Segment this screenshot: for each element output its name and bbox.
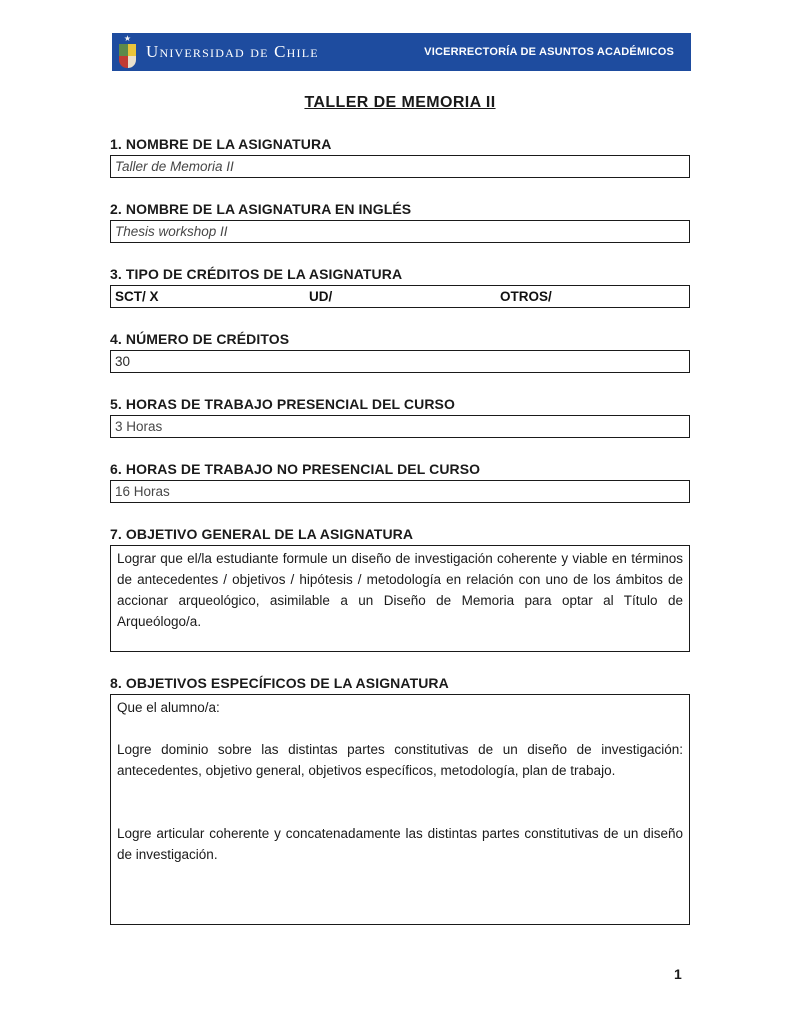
university-name: Universidad de Chile xyxy=(146,42,319,61)
objetivo-especifico-1: Logre dominio sobre las distintas partes constitutivas de un diseño de investigación: antecedentes, objetivo general, objetivos específicos, metodología, plan de trabajo. xyxy=(117,742,683,778)
objetivo-general-text: Lograr que el/la estudiante formule un diseño de investigación coherente y viable en términos de antecedentes / objetivos / hipótesis / metodología en relación con uno de los ámbitos de accionar arqueológico, asimilable a un Diseño de Memoria para optar al Título de Arqueólogo/a. xyxy=(117,551,683,629)
universidad-de-chile-crest-icon xyxy=(118,35,137,69)
star-icon: ★ xyxy=(123,34,132,43)
section-5-field xyxy=(110,415,690,438)
document-title: TALLER DE MEMORIA II xyxy=(304,94,496,111)
section-3-heading: 3. TIPO DE CRÉDITOS DE LA ASIGNATURA xyxy=(110,266,403,282)
university-banner xyxy=(112,33,691,71)
shield-quadrant xyxy=(119,44,128,56)
shield-quadrant xyxy=(128,44,137,56)
section-2-value: Thesis workshop II xyxy=(115,223,228,239)
section-8-field xyxy=(110,694,690,925)
section-3-field xyxy=(110,285,690,308)
section-1-field xyxy=(110,155,690,178)
section-6-value: 16 Horas xyxy=(115,483,170,499)
section-4-field xyxy=(110,350,690,373)
objetivo-especifico-2: Logre articular coherente y concatenadamente las distintas partes constitutivas de un diseño de investigación. xyxy=(117,826,683,862)
section-1-value: Taller de Memoria II xyxy=(115,158,234,174)
shield-icon xyxy=(119,44,136,68)
shield-quadrant xyxy=(128,56,137,68)
section-1-heading: 1. NOMBRE DE LA ASIGNATURA xyxy=(110,136,332,152)
objetivo-especifico-intro: Que el alumno/a: xyxy=(117,700,220,715)
page-number: 1 xyxy=(674,966,682,982)
section-8-heading: 8. OBJETIVOS ESPECÍFICOS DE LA ASIGNATURA xyxy=(110,675,449,691)
credit-type-ud: UD/ xyxy=(309,288,333,304)
section-6-heading: 6. HORAS DE TRABAJO NO PRESENCIAL DEL CURSO xyxy=(110,461,481,477)
vicerrectoria-label: VICERRECTORÍA DE ASUNTOS ACADÉMICOS xyxy=(424,46,674,58)
section-5-value: 3 Horas xyxy=(115,418,163,434)
credit-type-otros: OTROS/ xyxy=(500,288,552,304)
section-2-field xyxy=(110,220,690,243)
document-page xyxy=(110,85,690,925)
section-7-heading: 7. OBJETIVO GENERAL DE LA ASIGNATURA xyxy=(110,526,414,542)
credit-type-sct: SCT/ X xyxy=(115,288,159,304)
shield-quadrant xyxy=(119,56,128,68)
section-4-value: 30 xyxy=(115,353,131,369)
section-5-heading: 5. HORAS DE TRABAJO PRESENCIAL DEL CURSO xyxy=(110,396,455,412)
section-2-heading: 2. NOMBRE DE LA ASIGNATURA EN INGLÉS xyxy=(110,201,412,217)
section-4-heading: 4. NÚMERO DE CRÉDITOS xyxy=(110,331,290,347)
section-7-field xyxy=(110,545,690,652)
section-6-field xyxy=(110,480,690,503)
